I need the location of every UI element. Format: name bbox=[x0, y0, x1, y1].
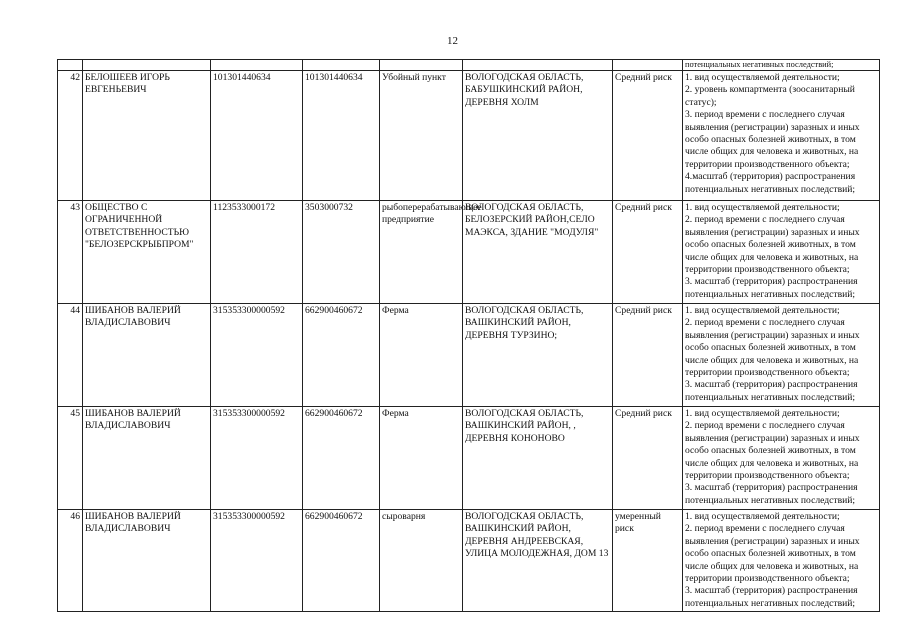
ogrn-cell: 1123533000172 bbox=[211, 201, 303, 304]
object-type-cell: рыбоперерабатывающее предприятие bbox=[380, 201, 463, 304]
ogrn-cell: 101301440634 bbox=[211, 71, 303, 201]
criteria-item: 2. уровень компартмента (зоосанитарный статус); bbox=[685, 84, 855, 108]
table-row bbox=[58, 510, 880, 612]
risk-cell: Средний риск bbox=[613, 201, 683, 304]
registry-table bbox=[57, 59, 880, 612]
criteria-cell bbox=[683, 510, 880, 612]
object-type-cell: Ферма bbox=[380, 304, 463, 407]
ogrn-cell: 315353300000592 bbox=[211, 510, 303, 612]
table-row bbox=[58, 304, 880, 407]
cell-empty bbox=[303, 60, 380, 71]
criteria-item: 3. масштаб (территория) распространения потенциальных негативных последствий; bbox=[685, 379, 858, 403]
inn-cell: 662900460672 bbox=[303, 304, 380, 407]
address-cell: ВОЛОГОДСКАЯ ОБЛАСТЬ, БЕЛОЗЕРСКИЙ РАЙОН,СЕЛО МАЭКСА, ЗДАНИЕ "МОДУЛЯ" bbox=[463, 201, 613, 304]
row-number: 44 bbox=[58, 304, 83, 407]
row-number: 43 bbox=[58, 201, 83, 304]
risk-cell: Средний риск bbox=[613, 71, 683, 201]
criteria-item: 2. период времени с последнего случая выявления (регистрации) заразных и иных особо опасных болезней животных, в том числе общих для человека и животных, на территории производственного объекта; bbox=[685, 214, 860, 276]
address-cell: ВОЛОГОДСКАЯ ОБЛАСТЬ, ВАШКИНСКИЙ РАЙОН, ДЕРЕВНЯ АНДРЕЕВСКАЯ, УЛИЦА МОЛОДЕЖНАЯ, ДОМ 13 bbox=[463, 510, 613, 612]
criteria-item: 1. вид осуществляемой деятельности; bbox=[685, 202, 840, 213]
entity-name: ШИБАНОВ ВАЛЕРИЙ ВЛАДИСЛАВОВИЧ bbox=[83, 510, 211, 612]
address-cell: ВОЛОГОДСКАЯ ОБЛАСТЬ, ВАШКИНСКИЙ РАЙОН, , ДЕРЕВНЯ КОНОНОВО bbox=[463, 407, 613, 510]
criteria-item: 3. масштаб (территория) распространения потенциальных негативных последствий; bbox=[685, 585, 858, 609]
ogrn-cell: 315353300000592 bbox=[211, 304, 303, 407]
object-type-cell: Убойный пункт bbox=[380, 71, 463, 201]
criteria-item: 2. период времени с последнего случая выявления (регистрации) заразных и иных особо опасных болезней животных, в том числе общих для человека и животных, на территории производственного объекта; bbox=[685, 523, 860, 585]
criteria-cell bbox=[683, 407, 880, 510]
criteria-item: 2. период времени с последнего случая выявления (регистрации) заразных и иных особо опасных болезней животных, в том числе общих для человека и животных, на территории производственного объекта; bbox=[685, 317, 860, 379]
risk-cell: Средний риск bbox=[613, 407, 683, 510]
address-cell: ВОЛОГОДСКАЯ ОБЛАСТЬ, БАБУШКИНСКИЙ РАЙОН, ДЕРЕВНЯ ХОЛМ bbox=[463, 71, 613, 201]
cell-empty bbox=[380, 60, 463, 71]
cell-empty bbox=[83, 60, 211, 71]
criteria-item: 2. период времени с последнего случая выявления (регистрации) заразных и иных особо опасных болезней животных, в том числе общих для человека и животных, на территории производственного объекта; bbox=[685, 420, 860, 482]
table-row bbox=[58, 201, 880, 304]
ogrn-cell: 315353300000592 bbox=[211, 407, 303, 510]
entity-name: ШИБАНОВ ВАЛЕРИЙ ВЛАДИСЛАВОВИЧ bbox=[83, 407, 211, 510]
row-number: 42 bbox=[58, 71, 83, 201]
page-number: 12 bbox=[447, 35, 458, 47]
cell-empty bbox=[463, 60, 613, 71]
cell-empty bbox=[613, 60, 683, 71]
inn-cell: 3503000732 bbox=[303, 201, 380, 304]
inn-cell: 662900460672 bbox=[303, 510, 380, 612]
table-row bbox=[58, 407, 880, 510]
criteria-item: 1. вид осуществляемой деятельности; bbox=[685, 408, 840, 419]
cell-empty bbox=[58, 60, 83, 71]
row-number: 46 bbox=[58, 510, 83, 612]
inn-cell: 101301440634 bbox=[303, 71, 380, 201]
criteria-item: 1. вид осуществляемой деятельности; bbox=[685, 511, 840, 522]
risk-cell: умеренный риск bbox=[613, 510, 683, 612]
entity-name: БЕЛОШЕЕВ ИГОРЬ ЕВГЕНЬЕВИЧ bbox=[83, 71, 211, 201]
inn-cell: 662900460672 bbox=[303, 407, 380, 510]
criteria-cell bbox=[683, 71, 880, 201]
criteria-item: 3. период времени с последнего случая выявления (регистрации) заразных и иных особо опасных болезней животных, в том числе общих для человека и животных, на территории производственного объекта; bbox=[685, 109, 860, 170]
criteria-item: 3. масштаб (территория) распространения потенциальных негативных последствий; bbox=[685, 276, 858, 300]
cell-empty bbox=[211, 60, 303, 71]
criteria-cell bbox=[683, 304, 880, 407]
entity-name: ШИБАНОВ ВАЛЕРИЙ ВЛАДИСЛАВОВИЧ bbox=[83, 304, 211, 407]
row-number: 45 bbox=[58, 407, 83, 510]
risk-cell: Средний риск bbox=[613, 304, 683, 407]
address-cell: ВОЛОГОДСКАЯ ОБЛАСТЬ, ВАШКИНСКИЙ РАЙОН, ДЕРЕВНЯ ТУРЗИНО; bbox=[463, 304, 613, 407]
criteria-item: 3. масштаб (территория) распространения потенциальных негативных последствий; bbox=[685, 482, 858, 506]
table-row bbox=[58, 71, 880, 201]
criteria-cell bbox=[683, 201, 880, 304]
entity-name: ОБЩЕСТВО С ОГРАНИЧЕННОЙ ОТВЕТСТВЕННОСТЬЮ "БЕЛОЗЕРСКРЫБПРОМ" bbox=[83, 201, 211, 304]
continuation-row bbox=[58, 60, 880, 71]
criteria-item: 1. вид осуществляемой деятельности; bbox=[685, 305, 840, 316]
criteria-item: 1. вид осуществляемой деятельности; bbox=[685, 72, 840, 83]
continuation-criteria: потенциальных негативных последствий; bbox=[683, 60, 880, 71]
object-type-cell: Ферма bbox=[380, 407, 463, 510]
object-type-cell: сыроварня bbox=[380, 510, 463, 612]
criteria-item: 4.масштаб (территория) распространения потенциальных негативных последствий; bbox=[685, 171, 856, 195]
